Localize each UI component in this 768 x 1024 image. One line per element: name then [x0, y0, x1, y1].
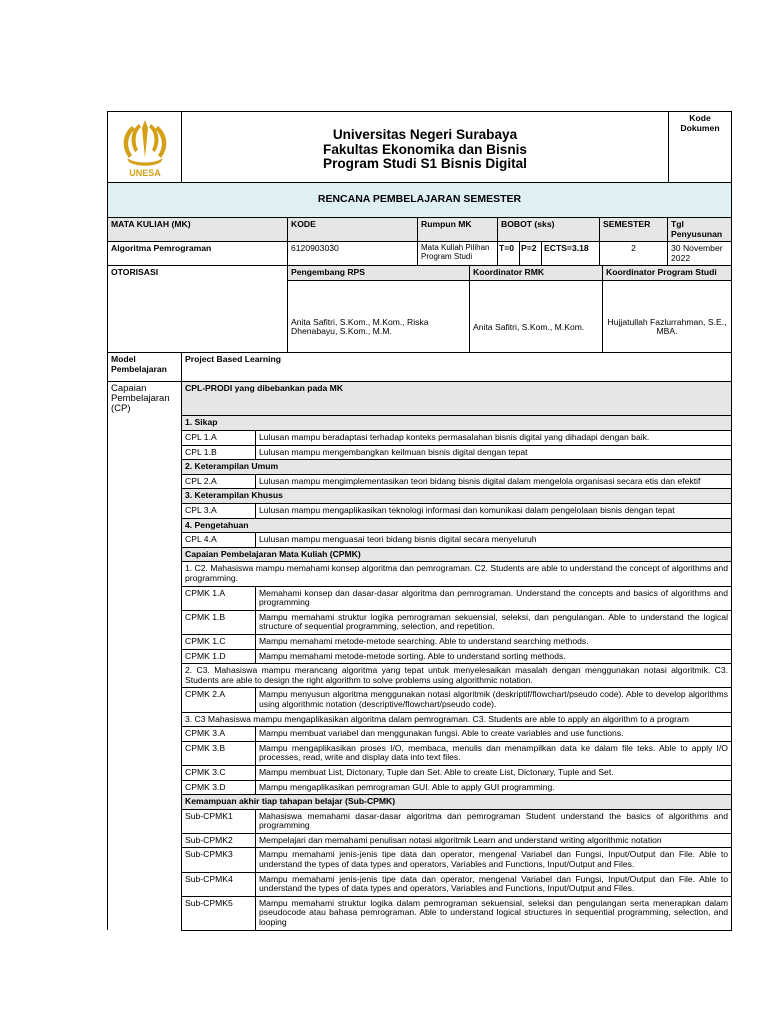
pengembang-names: Anita Safitri, S.Kom., M.Kom., Riska Dhenabayu, S.Kom., M.M.	[288, 280, 470, 352]
cp-left-spacer	[108, 741, 182, 765]
cpmk-group-intro: 3. C3 Mahasiswa mampu mengaplikasikan algoritma dalam pemrograman. C3. Students are able to apply an algorithm to a program	[182, 712, 732, 727]
cp-table	[107, 353, 732, 931]
sub-cpmk-text: Mampu memahami jenis-jenis tipe data dan operator, mengenal Variabel dan Fungsi, Input/Output dan File. Able to understand the types of data types and operators, Variables and Functions, Input/Output and Files.	[256, 872, 732, 896]
rps-title-table	[107, 183, 732, 218]
cpmk-text: Mampu memahami metode-metode sorting. Able to understand sorting methods.	[256, 649, 732, 664]
model-label: Model Pembelajaran	[108, 353, 182, 382]
cp-left-spacer	[108, 416, 182, 431]
cpmk-code: CPMK 1.D	[182, 649, 256, 664]
cpl-group-title: 3. Keterampilan Khusus	[182, 489, 732, 504]
pengembang-label: Pengembang RPS	[288, 266, 470, 280]
cp-left-spacer	[108, 474, 182, 489]
kode-dokumen-label: Kode Dokumen	[669, 112, 732, 183]
cp-left-spacer	[108, 634, 182, 649]
otorisasi-table	[107, 266, 732, 353]
header-kode: KODE	[288, 218, 418, 242]
cp-left-spacer	[108, 649, 182, 664]
mk-bobot-ects: ECTS=3.18	[542, 242, 600, 266]
cp-label: Capaian Pembelajaran (CP)	[108, 381, 182, 416]
mk-kode: 6120903030	[288, 242, 418, 266]
cpmk-code: CPMK 3.B	[182, 741, 256, 765]
mk-rumpun: Mata Kuliah Pilihan Program Studi	[418, 242, 498, 266]
cp-left-spacer	[108, 431, 182, 446]
cpmk-text: Memahami konsep dan dasar-dasar algoritma dan pemrograman. Understand the concepts and basics of algorithms and programming	[256, 586, 732, 610]
cpl-group-title: 1. Sikap	[182, 416, 732, 431]
cpmk-text: Mampu mengaplikasikan proses I/O, membaca, menulis dan menampilkan data ke dalam file teks. Able to apply I/O processes, read, write and display data into text files.	[256, 741, 732, 765]
header-rumpun: Rumpun MK	[418, 218, 498, 242]
header-title-cell	[182, 112, 669, 183]
cpl-code: CPL 1.A	[182, 431, 256, 446]
mk-semester: 2	[600, 242, 668, 266]
cpl-group-title: 4. Pengetahuan	[182, 518, 732, 533]
sub-cpmk-code: Sub-CPMK5	[182, 896, 256, 930]
rps-document	[107, 111, 732, 931]
cp-left-spacer	[108, 780, 182, 795]
cpmk-text: Mampu menyusun algoritma menggunakan notasi algoritmik (deskriptif/flowchart/pseudo code). Able to develop algorithms using algorithmic notation (descriptive/flowchart/pseudo code).	[256, 688, 732, 712]
sub-cpmk-code: Sub-CPMK3	[182, 848, 256, 872]
cp-left-spacer	[108, 445, 182, 460]
cpmk-text: Mampu membuat List, Dictonary, Tuple dan Set. Able to create List, Dictonary, Tuple and Set.	[256, 765, 732, 780]
cp-left-spacer	[108, 833, 182, 848]
cpl-code: CPL 1.B	[182, 445, 256, 460]
cp-left-spacer	[108, 727, 182, 742]
faculty-name: Fakultas Ekonomika dan Bisnis	[323, 141, 527, 157]
cp-left-spacer	[108, 533, 182, 548]
cpmk-code: CPMK 1.A	[182, 586, 256, 610]
cpl-group-title: 2. Keterampilan Umum	[182, 460, 732, 475]
rps-title: RENCANA PEMBELAJARAN SEMESTER	[108, 183, 732, 218]
koordinator-prodi-label: Koordinator Program Studi	[603, 266, 732, 280]
koordinator-prodi-name: Hujjatullah Fazlurrahman, S.E., MBA.	[603, 280, 732, 352]
sub-cpmk-text: Mempelajari dan memahami penulisan notasi algoritmik Learn and understand writing algorithmic notation	[256, 833, 732, 848]
sub-cpmk-header: Kemampuan akhir tiap tahapan belajar (Sub-CPMK)	[182, 795, 732, 810]
cp-left-spacer	[108, 460, 182, 475]
cpl-text: Lulusan mampu beradaptasi terhadap konteks permasalahan bisnis digital yang dihadapi dengan baik.	[256, 431, 732, 446]
unesa-logo-icon	[117, 118, 173, 180]
cp-left-spacer	[108, 586, 182, 610]
cpl-code: CPL 3.A	[182, 504, 256, 519]
mk-bobot-p: P=2	[520, 242, 542, 266]
mk-nama: Algoritma Pemrograman	[108, 242, 288, 266]
cp-left-spacer	[108, 518, 182, 533]
cpmk-group-intro: 2. C3. Mahasiswa mampu merancang algoritma yang tepat untuk menyelesaikan masalah dengan menggunakan notasi algoritmik. C3. Students are able to design the right algorithm to solve problems using algorithmic notation.	[182, 664, 732, 688]
cpl-text: Lulusan mampu mengembangkan keilmuan bisnis digital dengan tepat	[256, 445, 732, 460]
otorisasi-label: OTORISASI	[108, 266, 288, 352]
sub-cpmk-text: Mampu memahami jenis-jenis tipe data dan operator, mengenal Variabel dan Fungsi, Input/Output dan File. Able to understand the types of data types and operators, Variables and Functions, Input/Output and Files.	[256, 848, 732, 872]
cpmk-text: Mampu membuat variabel dan menggunakan fungsi. Able to create variables and use functions.	[256, 727, 732, 742]
cp-left-spacer	[108, 896, 182, 930]
cpl-code: CPL 2.A	[182, 474, 256, 489]
sub-cpmk-code: Sub-CPMK2	[182, 833, 256, 848]
sub-cpmk-code: Sub-CPMK4	[182, 872, 256, 896]
koordinator-rmk-label: Koordinator RMK	[470, 266, 603, 280]
cp-left-spacer	[108, 562, 182, 586]
cp-left-spacer	[108, 765, 182, 780]
cpl-text: Lulusan mampu mengimplementasikan teori bidang bisnis digital dalam mengelola organisasi secara etis dan efektif	[256, 474, 732, 489]
cpmk-group-intro: 1. C2. Mahasiswa mampu memahami konsep algoritma dan pemrograman. C2. Students are able to understand the concept of algorithms and programming.	[182, 562, 732, 586]
cpmk-text: Mampu memahami metode-metode searching. Able to understand searching methods.	[256, 634, 732, 649]
cp-left-spacer	[108, 664, 182, 688]
logo-text: UNESA	[128, 168, 161, 178]
cp-left-spacer	[108, 795, 182, 810]
header-bobot: BOBOT (sks)	[498, 218, 600, 242]
cpmk-code: CPMK 1.B	[182, 610, 256, 634]
cpl-text: Lulusan mampu mengaplikasikan teknologi informasi dan komunikasi dalam pengelolaan bisnis dengan tepat	[256, 504, 732, 519]
mk-tgl: 30 November 2022	[668, 242, 732, 266]
cpl-header: CPL-PRODI yang dibebankan pada MK	[182, 381, 732, 416]
cp-left-spacer	[108, 848, 182, 872]
cpmk-code: CPMK 1.C	[182, 634, 256, 649]
cp-left-spacer	[108, 504, 182, 519]
cp-left-spacer	[108, 688, 182, 712]
mk-bobot-t: T=0	[498, 242, 520, 266]
cpmk-code: CPMK 2.A	[182, 688, 256, 712]
header-semester: SEMESTER	[600, 218, 668, 242]
model-value: Project Based Learning	[182, 353, 732, 382]
header-mata-kuliah: MATA KULIAH (MK)	[108, 218, 288, 242]
cp-left-spacer	[108, 489, 182, 504]
koordinator-rmk-name: Anita Safitri, S.Kom., M.Kom.	[470, 280, 603, 352]
header-table	[107, 111, 732, 183]
cp-left-spacer	[108, 547, 182, 562]
cpmk-header: Capaian Pembelajaran Mata Kuliah (CPMK)	[182, 547, 732, 562]
logo-cell	[108, 112, 182, 183]
cpmk-code: CPMK 3.A	[182, 727, 256, 742]
header-tgl: Tgl Penyusunan	[668, 218, 732, 242]
cpl-text: Lulusan mampu menguasai teori bidang bisnis digital secara menyeluruh	[256, 533, 732, 548]
sub-cpmk-text: Mahasiswa memahami dasar-dasar algoritma dan pemrograman Student understand the basics of algorithms and programming	[256, 809, 732, 833]
mata-kuliah-table	[107, 218, 732, 266]
cpmk-code: CPMK 3.C	[182, 765, 256, 780]
program-name: Program Studi S1 Bisnis Digital	[323, 156, 527, 172]
cpl-code: CPL 4.A	[182, 533, 256, 548]
sub-cpmk-code: Sub-CPMK1	[182, 809, 256, 833]
sub-cpmk-text: Mampu memahami struktur logika dalam pemrograman sekuensial, seleksi dan pengulangan serta menerapkan dalam pseudocode atau bahasa pemrograman. Able to understand logical structures in sequential programming, selection, and looping	[256, 896, 732, 930]
cpmk-text: Mampu mengaplikasikan pemrograman GUI. Able to apply GUI programming.	[256, 780, 732, 795]
university-name: Universitas Negeri Surabaya	[332, 127, 518, 143]
cp-left-spacer	[108, 712, 182, 727]
cpmk-code: CPMK 3.D	[182, 780, 256, 795]
cpmk-text: Mampu memahami struktur logika pemrograman sekuensial, seleksi, dan pengulangan. Able to understand the logical structure of sequential programming, selection, and repetition.	[256, 610, 732, 634]
cp-left-spacer	[108, 872, 182, 896]
cp-left-spacer	[108, 610, 182, 634]
cp-body	[108, 416, 732, 930]
cp-left-spacer	[108, 809, 182, 833]
